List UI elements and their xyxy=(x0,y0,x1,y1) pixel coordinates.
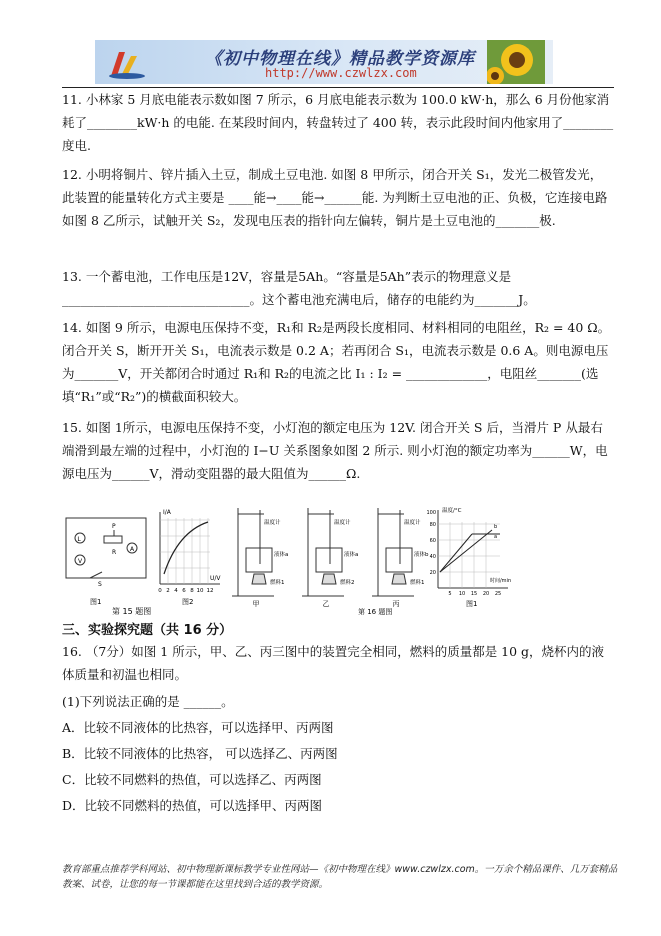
question-12: 12. 小明将铜片、锌片插入土豆，制成土豆电池. 如图 8 甲所示，闭合开关 S₁，发光二极管发光，此装置的能量转化方式主要是 ____能→____能→______能. 为判断土豆电池的正、负极，它连接电路如图 8 乙所示，试触开关 S₂，发现电压表的指针向左偏转，铜片是土豆电池的_______极. xyxy=(62,167,608,228)
temp-time-graph xyxy=(426,506,511,608)
temp-ytick: 20 xyxy=(429,570,436,576)
iu-xtick: 10 xyxy=(196,588,204,594)
liquid-a-label: 液体a xyxy=(274,552,289,558)
svg-text:a: a xyxy=(494,534,498,540)
question-16-intro: 16. （7分）如图 1 所示，甲、乙、丙三图中的装置完全相同，燃料的质量都是 10 g，烧杯内的液体质量和初温也相同。 xyxy=(62,644,605,682)
temp-xtick: 10 xyxy=(458,591,466,597)
fuel2-label: 燃料2 xyxy=(340,580,355,586)
svg-text:A: A xyxy=(129,546,135,553)
temp-xtick: 25 xyxy=(494,591,502,597)
iu-xtick: 4 xyxy=(174,588,178,594)
iu-graph xyxy=(158,509,221,606)
option-d: D．比较不同燃料的热值，可以选择甲、丙两图 xyxy=(62,798,323,813)
iu-xtick: 12 xyxy=(206,588,214,594)
iu-xtick: 8 xyxy=(190,588,194,594)
fuel1-label: 燃料1 xyxy=(410,580,425,586)
iu-ylabel: I/A xyxy=(163,509,171,516)
svg-text:V: V xyxy=(77,558,83,565)
temp-ytick: 100 xyxy=(426,510,436,516)
temp-xtick: 20 xyxy=(482,591,490,597)
svg-text:P: P xyxy=(112,523,116,530)
circuit-label: 图1 xyxy=(90,598,102,606)
question-15: 15. 如图 1所示，电源电压保持不变，小灯泡的额定电压为 12V. 闭合开关 S 后，当滑片 P 从最右端滑到最左端的过程中，小灯泡的 I−U 关系图象如图 2 所示. 则小灯泡的额定功率为______W，电源电压为______V，滑动变阻器的最大阻值为______Ω. xyxy=(62,420,608,481)
fig15-caption: 第 15 题图 xyxy=(112,607,152,616)
temp-xlabel: 时间/min xyxy=(490,578,512,584)
fig16-caption: 第 16 题图 xyxy=(358,608,393,616)
liquid-b-label: 液体b xyxy=(414,552,429,558)
iu-xlabel: U/V xyxy=(210,575,221,582)
thermometer-label: 温度计 xyxy=(264,520,281,526)
iu-xtick: 0 xyxy=(158,588,162,594)
question-16-sub1: (1)下列说法正确的是 ______。 xyxy=(62,694,234,709)
liquid-a-label: 液体a xyxy=(344,552,359,558)
question-11: 11. 小林家 5 月底电能表示数如图 7 所示，6 月底电能表示数为 100.0 kW·h，那么 6 月份他家消耗了________kW·h 的电能. 在某段时间内，转盘转过了 400 转，表示此段时间内他家用了________度电. xyxy=(62,92,614,153)
apparatus-label: 丙 xyxy=(392,600,400,608)
svg-text:R: R xyxy=(112,549,117,556)
svg-text:L: L xyxy=(77,536,81,543)
temp-ylabel: 温度/°C xyxy=(442,508,462,514)
sunflower-icon xyxy=(487,40,545,84)
page-footer: 教育部重点推荐学科网站、初中物理新课标教学专业性网站—《初中物理在线》www.czwlzx.com。一万余个精品课件、几万套精品教案、试卷，让您的每一节课都能在这里找到合适的教学资源。 xyxy=(62,864,618,890)
header-banner xyxy=(95,40,553,84)
banner-title: 《初中物理在线》精品教学资源库 xyxy=(205,49,475,69)
question-14: 14. 如图 9 所示，电源电压保持不变，R₁和 R₂是两段长度相同、材料相同的电阻丝，R₂ = 40 Ω。闭合开关 S，断开开关 S₁，电流表示数是 0.2 A；若再闭合 S₁，电流表示数是 0.6 A。则电源电压为_______V，开关都闭合时通过 R₁和 R₂的电流之比 I₁ : I₂ = _____________，电阻丝_______(选填“R₁”或“R₂”)的横截面积较大。 xyxy=(62,320,611,404)
apparatus-label: 乙 xyxy=(322,600,330,608)
thermometer-label: 温度计 xyxy=(404,520,421,526)
thermometer-label: 温度计 xyxy=(334,520,351,526)
banner-url[interactable]: http://www.czwlzx.com xyxy=(265,66,417,80)
section-title: 三、实验探究题（共 16 分） xyxy=(62,623,233,638)
temp-ytick: 80 xyxy=(429,522,436,528)
option-a: A．比较不同液体的比热容，可以选择甲、丙两图 xyxy=(62,720,334,735)
iu-xtick: 6 xyxy=(182,588,186,594)
site-logo-icon xyxy=(105,46,145,80)
temp-xtick: 5 xyxy=(448,591,452,597)
question-13: 13. 一个蓄电池，工作电压是12V，容量是5Ah。“容量是5Ah”表示的物理意义是______________________________。这个蓄电池充满电后，储存的电能约为_______J。 xyxy=(62,269,536,307)
svg-text:b: b xyxy=(494,524,498,530)
temp-ytick: 40 xyxy=(429,554,436,560)
svg-text:S: S xyxy=(98,581,102,588)
iu-xtick: 2 xyxy=(166,588,170,594)
temp-graph-label: 图1 xyxy=(466,600,478,608)
temp-ytick: 60 xyxy=(429,538,436,544)
option-b: B．比较不同液体的比热容， 可以选择乙、丙两图 xyxy=(62,746,338,761)
apparatus-label: 甲 xyxy=(252,600,260,608)
iu-graph-label: 图2 xyxy=(182,598,194,606)
figures-strip xyxy=(60,504,620,616)
temp-xtick: 15 xyxy=(470,591,478,597)
option-c: C．比较不同燃料的热值，可以选择乙、丙两图 xyxy=(62,772,322,787)
fuel1-label: 燃料1 xyxy=(270,580,285,586)
